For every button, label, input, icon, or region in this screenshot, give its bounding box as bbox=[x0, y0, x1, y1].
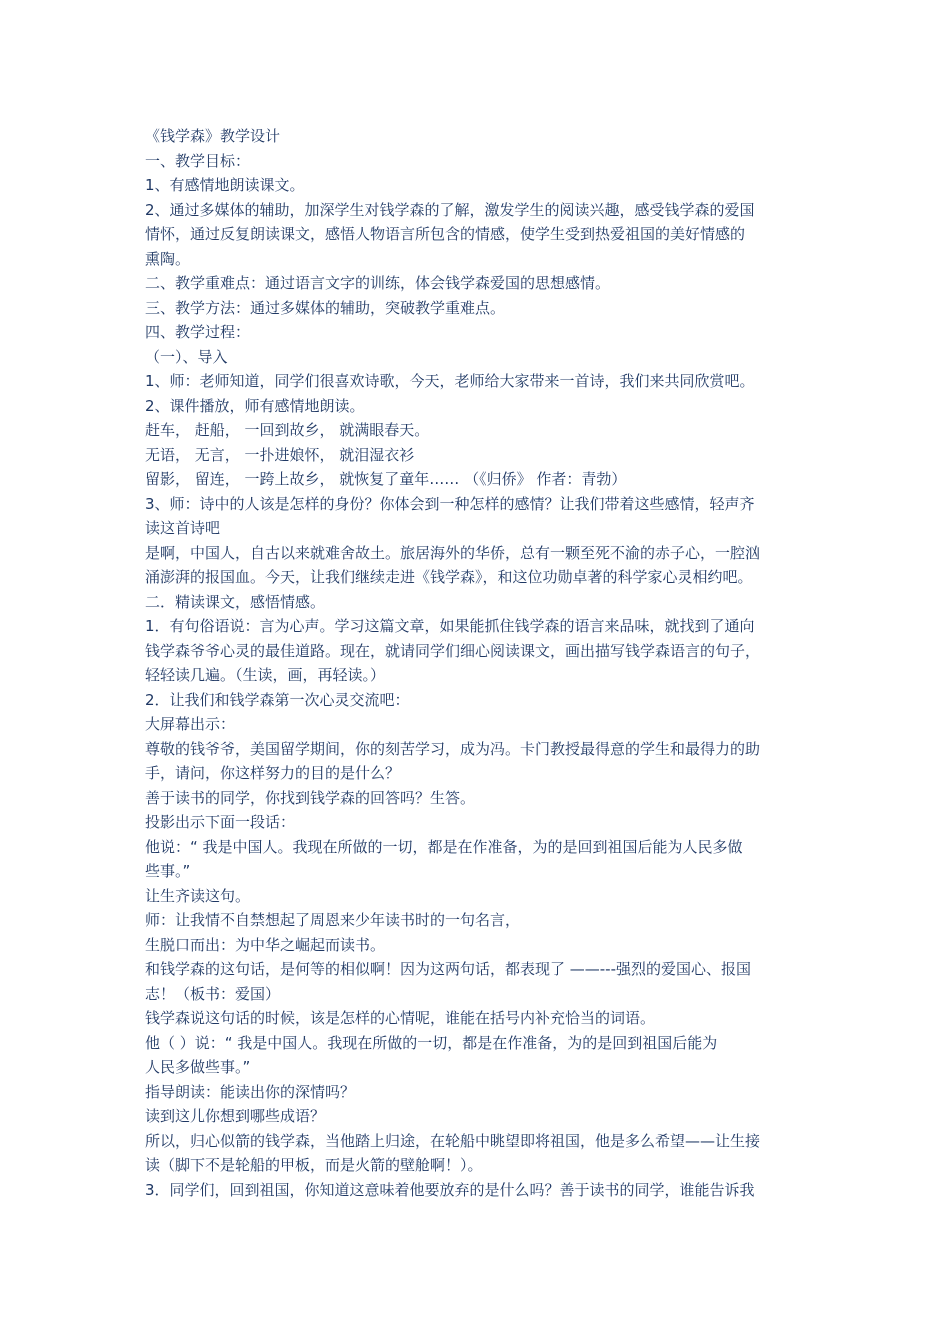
text-line: 读（脚下不是轮船的甲板，而是火箭的壁舱啊！）。 bbox=[145, 1156, 483, 1174]
text-line: 所以，归心似箭的钱学森，当他踏上归途，在轮船中眺望即将祖国，他是多么希望——让生接 bbox=[145, 1131, 761, 1150]
text-line: 是啊，中国人，自古以来就难舍故土。旅居海外的华侨，总有一颗至死不渝的赤子心，一腔汹 bbox=[145, 543, 761, 562]
text-line: 手，请问，你这样努力的目的是什么？ bbox=[145, 764, 401, 782]
document-title: 《钱学森》教学设计 bbox=[145, 127, 281, 145]
document-body bbox=[145, 124, 810, 1202]
text-line: 志！（板书：爱国） bbox=[145, 984, 281, 1003]
text-line: 2、课件播放，师有感情地朗读。 bbox=[145, 396, 365, 415]
text-line: 2、通过多媒体的辅助，加深学生对钱学森的了解，激发学生的阅读兴趣，感受钱学森的爱国 bbox=[145, 200, 755, 219]
poem-line: 赶车， 赶船， 一回到故乡， 就满眼春天。 bbox=[145, 421, 430, 439]
text-line: 让生齐读这句。 bbox=[145, 886, 251, 905]
subsection-heading: （一）、导入 bbox=[145, 347, 228, 366]
text-line: 钱学森说这句话的时候，该是怎样的心情呢，谁能在括号内补充恰当的词语。 bbox=[145, 1009, 656, 1027]
section-heading: 一、教学目标： bbox=[145, 151, 251, 170]
text-line: 尊敬的钱爷爷，美国留学期间，你的刻苦学习，成为冯。卡门教授最得意的学生和最得力的助 bbox=[145, 739, 761, 758]
text-line: 人民多做些事。” bbox=[145, 1058, 251, 1076]
section-heading: 四、教学过程： bbox=[145, 323, 251, 341]
section-heading: 二、教学重难点：通过语言文字的训练，体会钱学森爱国的思想感情。 bbox=[145, 274, 611, 292]
section-heading: 三、教学方法：通过多媒体的辅助，突破教学重难点。 bbox=[145, 298, 506, 317]
poem-line: 无语， 无言， 一扑进娘怀， 就泪湿衣衫 bbox=[145, 445, 415, 464]
text-line: 读这首诗吧 bbox=[145, 519, 221, 537]
poem-line: 留影， 留连， 一跨上故乡， 就恢复了童年…… （《归侨》 作者：青勃） bbox=[145, 470, 627, 488]
text-line: 3、师：诗中的人该是怎样的身份？你体会到一种怎样的感情？让我们带着这些感情，轻声齐 bbox=[145, 494, 755, 513]
text-line: 熏陶。 bbox=[145, 249, 191, 268]
text-line: 2．让我们和钱学森第一次心灵交流吧： bbox=[145, 690, 410, 709]
text-line: 1．有句俗语说：言为心声。学习这篇文章，如果能抓住钱学森的语言来品味，就找到了通向 bbox=[145, 617, 755, 635]
text-line: 些事。” bbox=[145, 862, 191, 880]
text-line: 大屏幕出示： bbox=[145, 715, 236, 733]
text-line: 轻轻读几遍。（生读，画，再轻读。） bbox=[145, 666, 386, 684]
text-line: 师：让我情不自禁想起了周恩来少年读书时的一句名言， bbox=[145, 911, 521, 929]
text-line: 他说：“ 我是中国人。我现在所做的一切，都是在作准备，为的是回到祖国后能为人民多做 bbox=[145, 837, 743, 856]
text-line: 投影出示下面一段话： bbox=[145, 813, 296, 831]
text-line: 1、师：老师知道，同学们很喜欢诗歌，今天，老师给大家带来一首诗，我们来共同欣赏吧。 bbox=[145, 372, 755, 390]
text-line: 情怀，通过反复朗读课文，感悟人物语言所包含的情感，使学生受到热爱祖国的美好情感的 bbox=[145, 225, 746, 243]
text-line: 生脱口而出：为中华之崛起而读书。 bbox=[145, 935, 386, 954]
text-line: 和钱学森的这句话，是何等的相似啊！因为这两句话，都表现了 ——---强烈的爱国心、报国 bbox=[145, 960, 752, 978]
text-line: 读到这儿你想到哪些成语？ bbox=[145, 1107, 326, 1125]
text-line: 指导朗读：能读出你的深情吗？ bbox=[145, 1082, 356, 1101]
text-line: 他（ ）说：“ 我是中国人。我现在所做的一切，都是在作准备，为的是回到祖国后能为 bbox=[145, 1033, 718, 1052]
text-line: 善于读书的同学，你找到钱学森的回答吗？生答。 bbox=[145, 788, 476, 807]
text-line: 钱学森爷爷心灵的最佳道路。现在，就请同学们细心阅读课文，画出描写钱学森语言的句子， bbox=[145, 641, 761, 660]
text-line: 1、有感情地朗读课文。 bbox=[145, 176, 305, 194]
section-heading: 二．精读课文，感悟情感。 bbox=[145, 592, 326, 611]
text-line: 涌澎湃的报国血。今天，让我们继续走进《钱学森》，和这位功勋卓著的科学家心灵相约吧。 bbox=[145, 568, 753, 586]
text-line: 3．同学们，回到祖国，你知道这意味着他要放弃的是什么吗？善于读书的同学，谁能告诉我 bbox=[145, 1180, 755, 1199]
